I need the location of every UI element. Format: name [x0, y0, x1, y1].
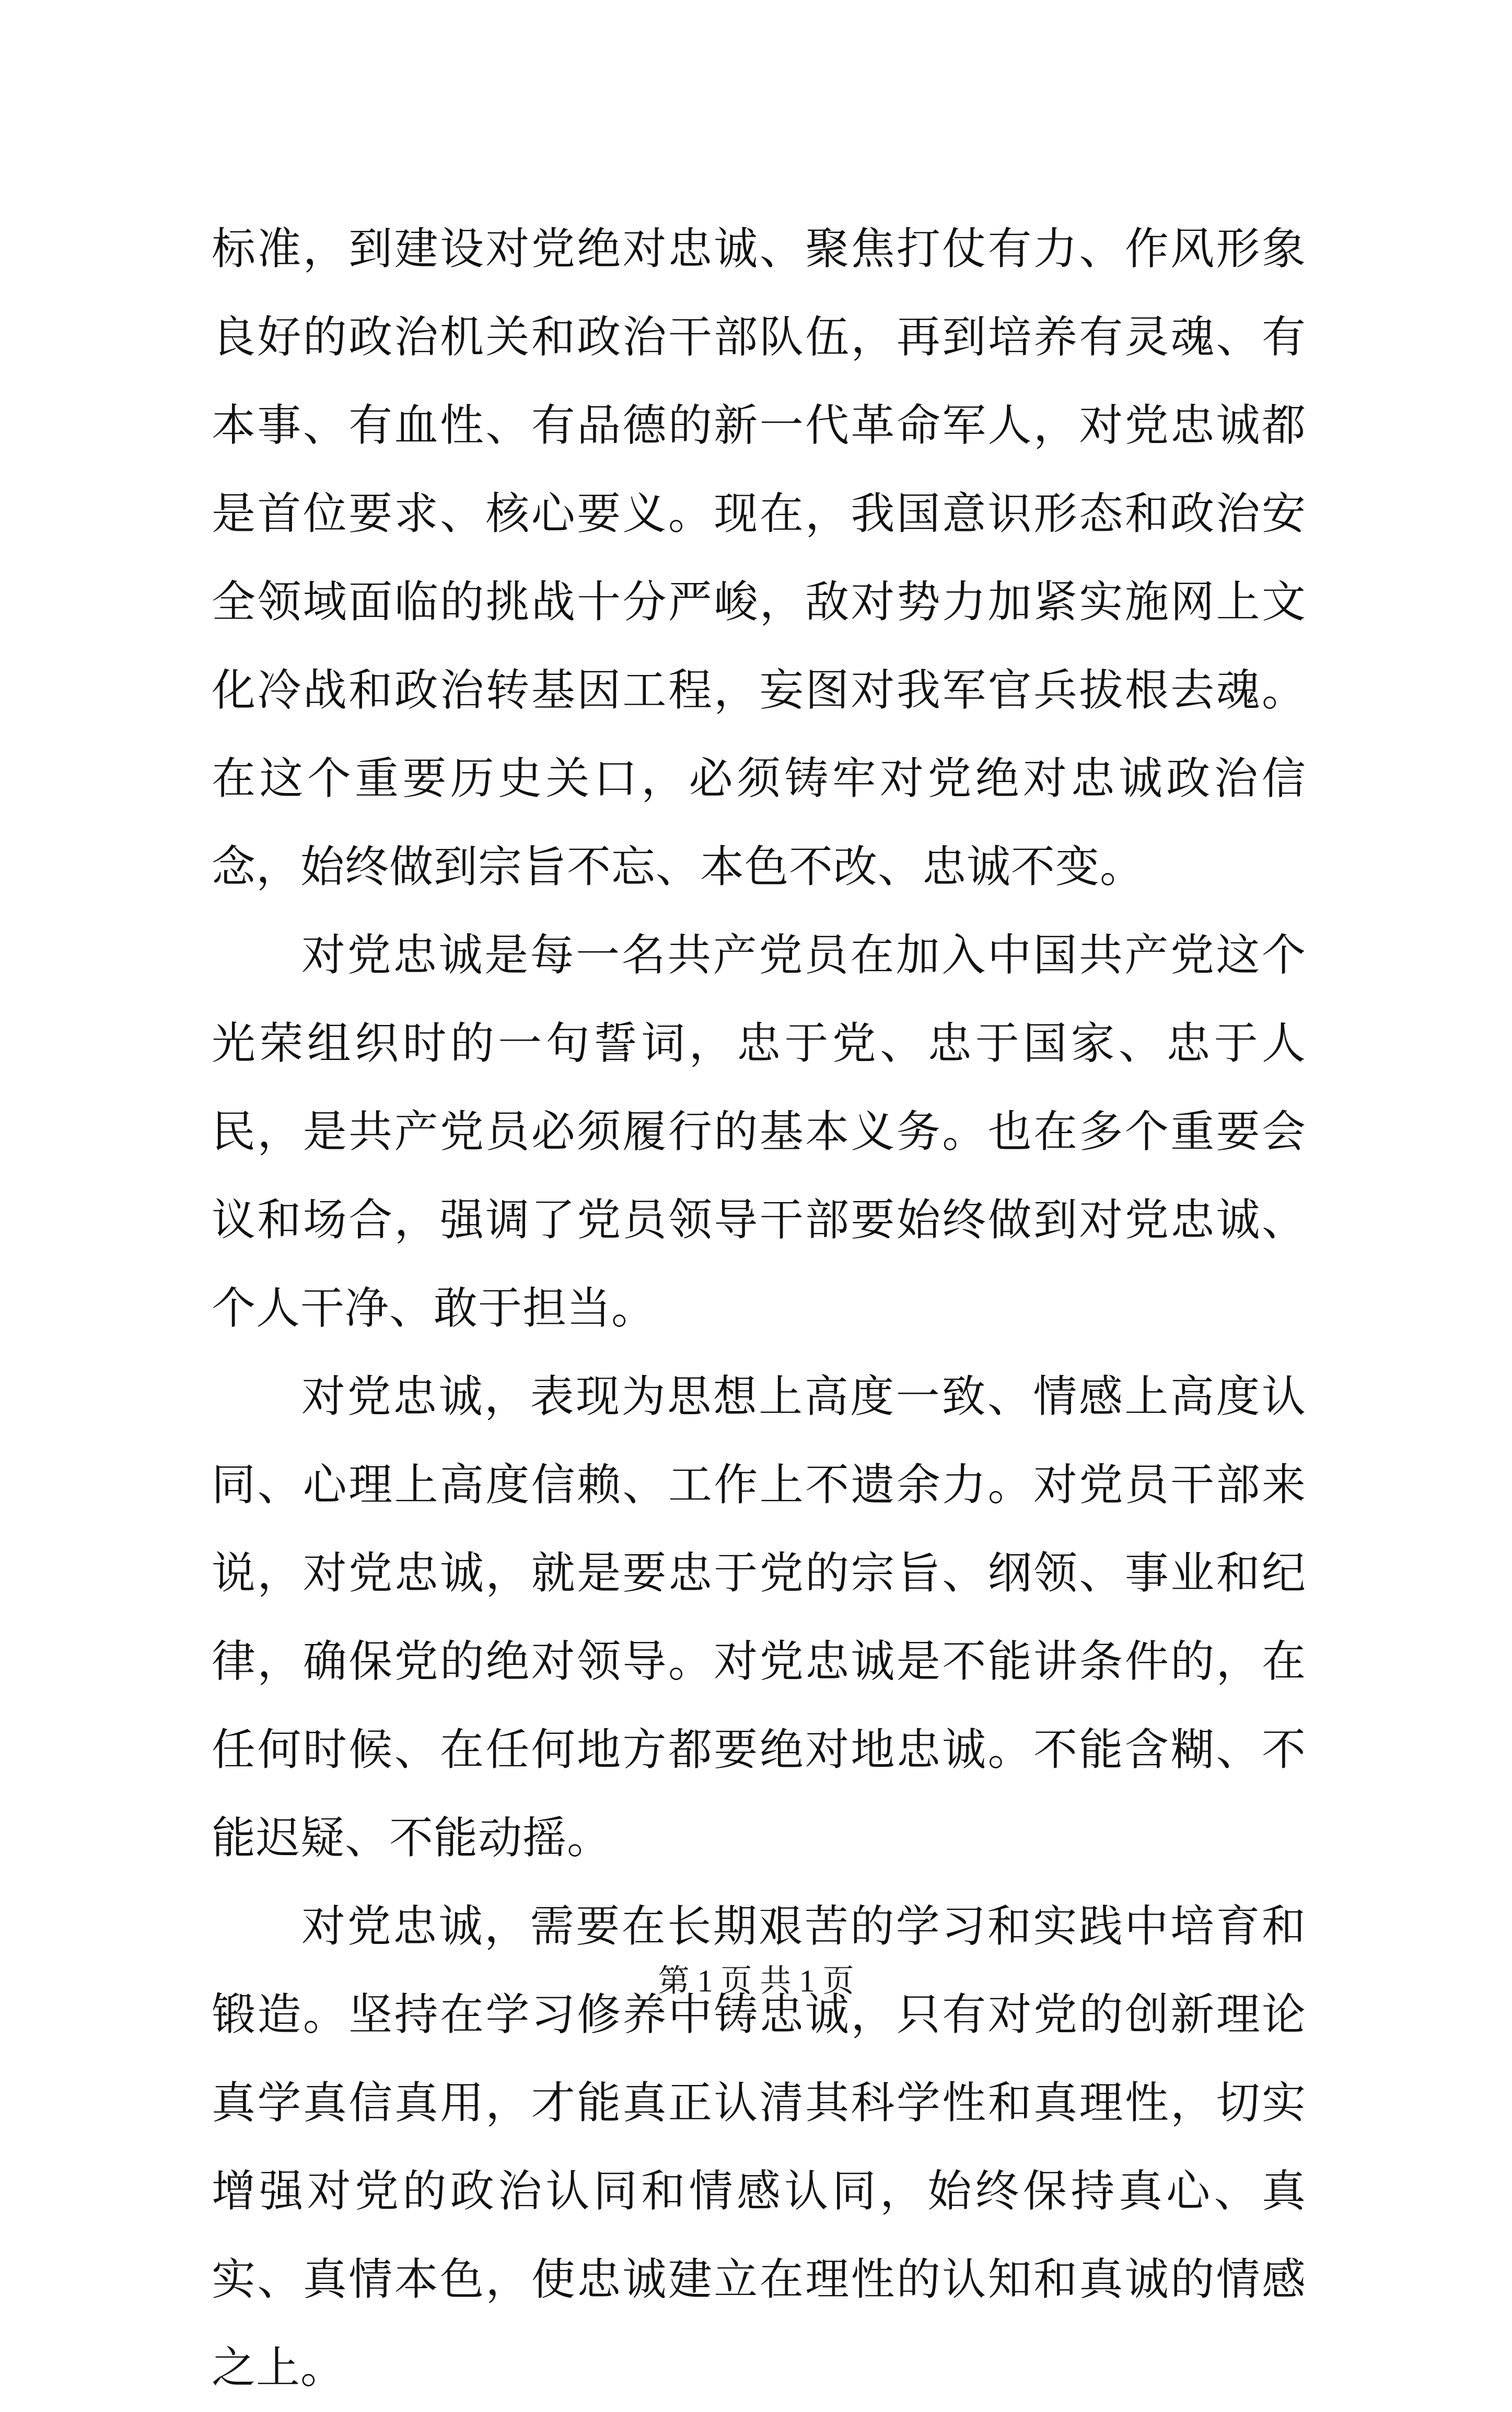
paragraph-2: 对党忠诚是每一名共产党员在加入中国共产党这个光荣组织时的一句誓词，忠于党、忠于国家、忠于人民，是共产党员必须履行的基本义务。也在多个重要会议和场合，强调了党员领导干部要始终做到对党忠诚、个人干净、敢于担当。 — [212, 929, 1306, 1334]
paragraph-4: 对党忠诚，需要在长期艰苦的学习和实践中培育和锻造。坚持在学习修养中铸忠诚，只有对党的创新理论真学真信真用，才能真正认清其科学性和真理性，切实增强对党的政治认同和情感认同，始终保持真心、真实、真情本色，使忠诚建立在理性的认知和真诚的情感之上。 — [212, 1901, 1306, 2393]
paragraph-3: 对党忠诚，表现为思想上高度一致、情感上高度认同、心理上高度信赖、工作上不遗余力。对党员干部来说，对党忠诚，就是要忠于党的宗旨、纲领、事业和纪律，确保党的绝对领导。对党忠诚是不能讲条件的，在任何时候、在任何地方都要绝对地忠诚。不能含糊、不能迟疑、不能动摇。 — [212, 1371, 1306, 1863]
page-number-footer: 第 1 页 共 1 页 — [658, 1964, 854, 1998]
document-body — [212, 205, 1306, 2412]
paragraph-1: 标准，到建设对党绝对忠诚、聚焦打仗有力、作风形象良好的政治机关和政治干部队伍，再到培养有灵魂、有本事、有血性、有品德的新一代革命军人，对党忠诚都是首位要求、核心要义。现在，我国意识形态和政治安全领域面临的挑战十分严峻，敌对势力加紧实施网上文化冷战和政治转基因工程，妄图对我军官兵拔根去魂。在这个重要历史关口，必须铸牢对党绝对忠诚政治信念，始终做到宗旨不忘、本色不改、忠诚不变。 — [212, 223, 1306, 892]
